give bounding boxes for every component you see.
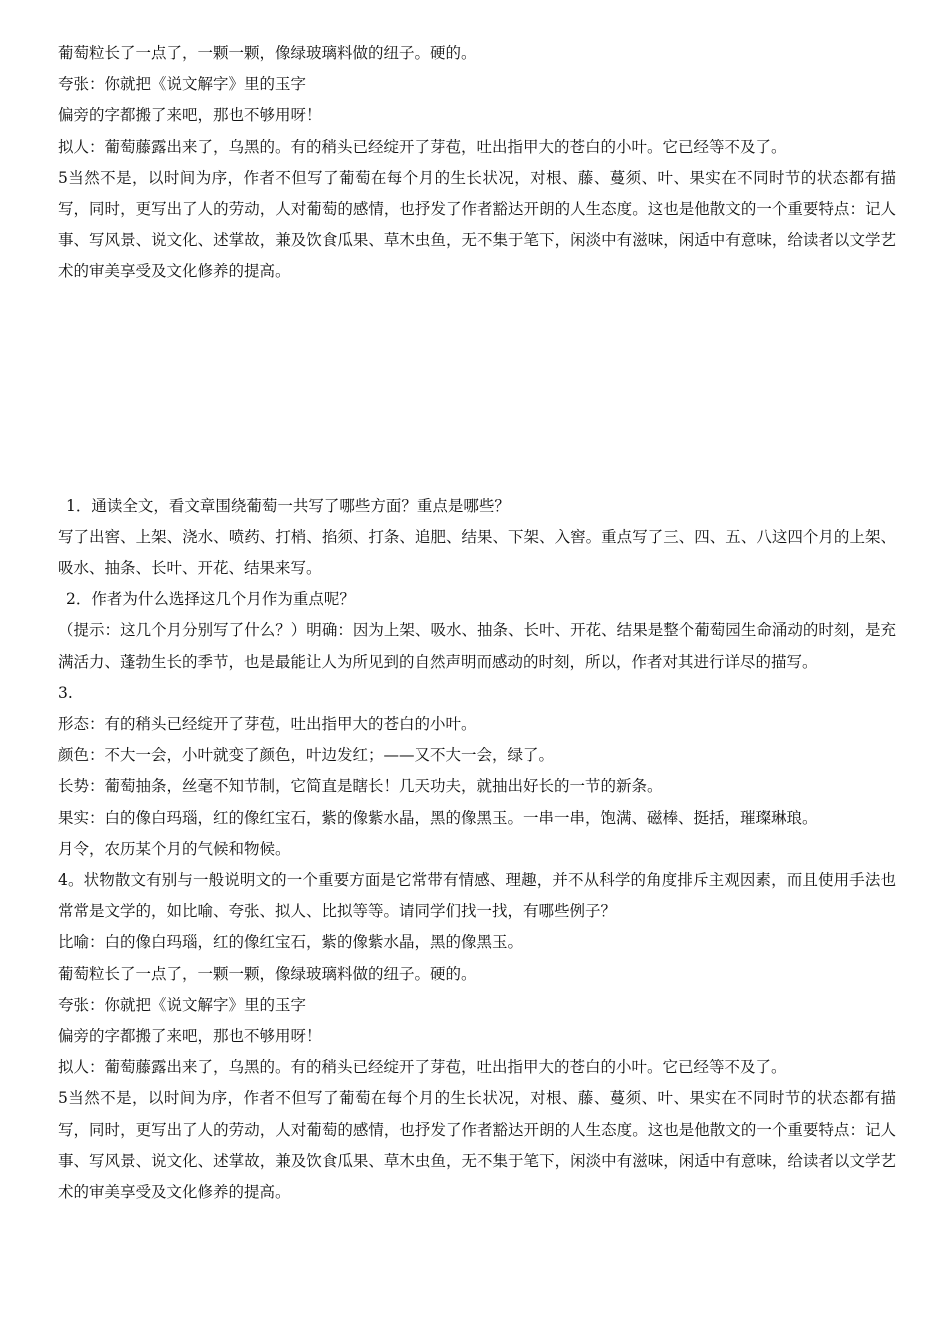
answer-3-color: 颜色：不大一会，小叶就变了颜色，叶边发红；——又不大一会，绿了。 xyxy=(58,746,555,765)
answer-3-heading: 3. xyxy=(58,683,73,702)
paragraph-exaggeration-cont: 偏旁的字都搬了来吧，那也不够用呀！ xyxy=(58,106,322,125)
answer-2: （提示：这几个月分别写了什么？）明确：因为上架、吸水、抽条、长叶、开花、结果是整个葡萄园生命涌动的时刻，是充满活力、蓬勃生长的季节，也是最能让人为所见到的自然声明而感动的时刻，所以，作者对其进行详尽的描写。 xyxy=(58,621,896,671)
answer-3-growth: 长势：葡萄抽条，丝毫不知节制，它简直是瞎长！几天功夫，就抽出好长的一节的新条。 xyxy=(58,777,663,796)
note-yueling: 月令，农历某个月的气候和物候。 xyxy=(58,839,291,858)
paragraph-exaggeration: 夸张：你就把《说文解字》里的玉字 xyxy=(58,75,307,94)
paragraph-metaphor: 比喻：白的像白玛瑙，红的像红宝石，紫的像紫水晶，黑的像黑玉。 xyxy=(58,933,524,952)
question-4: 4。状物散文有别与一般说明文的一个重要方面是它常带有情感、理趣，并不从科学的角度排斥主观因素，而且使用手法也常常是文学的，如比喻、夸张、拟人、比拟等等。请同学们找一找，有哪些例子？ xyxy=(58,871,896,921)
section-bottom xyxy=(58,491,896,1209)
section-top xyxy=(58,38,896,288)
document-page xyxy=(58,38,896,1208)
paragraph-personification: 拟人：葡萄藤露出来了，乌黑的。有的稍头已经绽开了芽苞，吐出指甲大的苍白的小叶。它已经等不及了。 xyxy=(58,137,787,156)
paragraph-personification-2: 拟人：葡萄藤露出来了，乌黑的。有的稍头已经绽开了芽苞，吐出指甲大的苍白的小叶。它已经等不及了。 xyxy=(58,1058,787,1077)
paragraph-metaphor-grapes: 葡萄粒长了一点了，一颗一颗，像绿玻璃料做的纽子。硬的。 xyxy=(58,44,477,62)
blank-gap xyxy=(58,288,896,491)
answer-3-fruit: 果实：白的像白玛瑙，红的像红宝石，紫的像紫水晶，黑的像黑玉。一串一串，饱满、磁棒、挺括，璀璨琳琅。 xyxy=(58,808,818,827)
question-1: 1．通读全文，看文章围绕葡萄一共写了哪些方面？重点是哪些？ xyxy=(66,496,510,515)
question-2: 2．作者为什么选择这几个月作为重点呢？ xyxy=(66,590,355,609)
paragraph-answer-5-2: 5当然不是，以时间为序，作者不但写了葡萄在每个月的生长状况，对根、藤、蔓须、叶、果实在不同时节的状态都有描写，同时，更写出了人的劳动，人对葡萄的感情，也抒发了作者豁达开朗的人生态度。这也是他散文的一个重要特点：记人事、写风景、说文化、述掌故，兼及饮食瓜果、草木虫鱼，无不集于笔下，闲淡中有滋味，闲适中有意味，给读者以文学艺术的审美享受及文化修养的提高。 xyxy=(58,1089,896,1202)
answer-3-form: 形态：有的稍头已经绽开了芽苞，吐出指甲大的苍白的小叶。 xyxy=(58,715,477,734)
paragraph-metaphor-grapes-2: 葡萄粒长了一点了，一颗一颗，像绿玻璃料做的纽子。硬的。 xyxy=(58,964,477,983)
paragraph-exaggeration-cont-2: 偏旁的字都搬了来吧，那也不够用呀！ xyxy=(58,1027,322,1046)
paragraph-answer-5: 5当然不是，以时间为序，作者不但写了葡萄在每个月的生长状况，对根、藤、蔓须、叶、果实在不同时节的状态都有描写，同时，更写出了人的劳动，人对葡萄的感情，也抒发了作者豁达开朗的人生态度。这也是他散文的一个重要特点：记人事、写风景、说文化、述掌故，兼及饮食瓜果、草木虫鱼，无不集于笔下，闲淡中有滋味，闲适中有意味，给读者以文学艺术的审美享受及文化修养的提高。 xyxy=(58,168,896,281)
answer-1: 写了出窖、上架、浇水、喷药、打梢、掐须、打条、追肥、结果、下架、入窖。重点写了三、四、五、八这四个月的上架、吸水、抽条、长叶、开花、结果来写。 xyxy=(58,527,896,578)
paragraph-exaggeration-2: 夸张：你就把《说文解字》里的玉字 xyxy=(58,995,307,1014)
